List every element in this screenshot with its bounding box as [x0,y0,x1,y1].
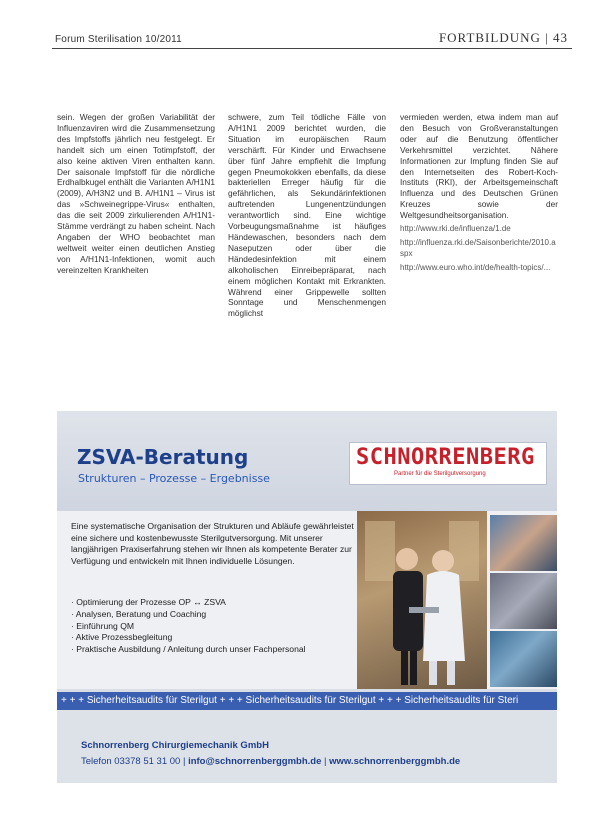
company-logo [349,442,547,485]
service-item: · Aktive Prozessbegleitung [71,632,173,643]
article-column-1 [57,112,215,278]
service-item: · Praktische Ausbildung / Anleitung durch unser Fachpersonal [71,644,306,655]
photo-consultants-illustration [357,511,487,689]
photo-consultants [357,511,487,689]
service-item: · Analysen, Beratung und Coaching [71,608,207,619]
column-text: sein. Wegen der großen Variabilität der Influenzaviren wird die Zusammensetzung des Impfstoffs jährlich neu festgelegt. Er handelt sich um einen Totimpfstoff, der also keine aktiven Viren enthalten kann. Der saisonale Impfstoff für die nördliche Erdhalbkugel enthält die Varianten A/H1N1 (2009), A/H3N2 und B. A/H1N1 – Virus ist das »Schweinegrippe-Virus« enthalten, das die seit 2009 zirkulierenden A/H1N1-Stämme verdrängt zu haben scheint. Nach Angaben der WHO beobachtet man weltweit weiter einen deutlichen Anstieg von A/H1N1-Infektionen, womit auch vereinzelten Krankheiten [57,112,215,275]
photo-staff [490,515,557,571]
contact-line [81,756,460,767]
logo-tagline: Partner für die Sterilgutversorgung [394,471,486,477]
photo-instruments [490,573,557,629]
header-separator: | [545,30,553,45]
advertisement [57,411,557,783]
ad-intro-text: Eine systematische Organisation der Strukturen und Abläufe gewährleistet eine sichere und kostenbewusste Sterilgutversorgung. Mit unserer langjährigen Praxiserfahrung stehen wir Ihnen als kompetente Berater zur Verfügung und entwickeln mit Ihnen individuelle Lösungen. [71,521,354,566]
photo-surgery [490,631,557,687]
contact-separator: | [182,756,189,767]
reference-link[interactable]: http://www.rki.de/influenza/1.de [400,224,511,234]
service-item: · Optimierung der Prozesse OP ↔ ZSVA [71,597,226,607]
logo-wordmark: SCHNORRENBERG [356,445,535,470]
header-rule [52,48,572,49]
page-number: 43 [553,30,568,45]
article-column-3 [400,112,558,274]
ad-footer [57,710,557,783]
ad-header [57,411,557,511]
ad-title: ZSVA-Beratung [77,445,249,469]
service-item: · Einführung QM [71,620,135,631]
section-title: FORTBILDUNG [438,30,541,45]
column-text: schwere, zum Teil tödliche Fälle von A/H1N1 2009 berichtet wurden, die Situation im europäischen Raum verschärft. Für Kinder und Erwachsene über fünf Jahre empfiehlt die Impfung gegen Pneumokokken ebenfalls, da diese bakteriellen Erreger häufig für die gefährlichen, als Sekundärinfektionen auftretenden Lungenentzündungen verantwortlich sind. Eine wichtige Vorbeugungsmaßnahme ist häufiges Händewaschen, besonders nach dem Naseputzen oder über die Händedesinfektion mit einem alkoholischen Einreibepräparat, nach einem möglichen Kontakt mit Erkrankten. Während einer Grippewelle sollten Sonntage und Menschenmengen möglichst [228,112,386,319]
phone-number: Telefon 03378 51 31 00 [81,756,181,767]
reference-link[interactable]: http://influenza.rki.de/Saisonberichte/2010.aspx [400,237,556,258]
running-header-right [439,30,568,46]
website-link[interactable]: www.schnorrenberggmbh.de [329,756,461,767]
article-column-2 [228,112,386,321]
company-name: Schnorrenberg Chirurgiemechanik GmbH [81,740,269,751]
running-header-left: Forum Sterilisation 10/2011 [55,34,182,45]
email-link[interactable]: info@schnorrenberggmbh.de [188,756,322,767]
service-list [71,597,306,656]
reference-link[interactable]: http://www.euro.who.int/de/health-topics/... [400,262,551,272]
column-text: vermieden werden, etwa indem man auf den Besuch von Großveranstaltungen oder auf die Benutzung öffentlicher Verkehrsmittel verzichtet. Nähere Informationen zur Impfung finden Sie auf den Internetseiten des Robert-Koch-Instituts (RKI), der Arbeitsgemeinschaft Influenza und des Deutschen Grünen Kreuzes sowie der Weltgesundheitsorganisation. [400,112,558,221]
contact-separator: | [324,756,330,767]
ad-subtitle: Strukturen – Prozesse – Ergebnisse [78,472,270,485]
ad-body [57,511,557,689]
ad-ticker-banner: + + + Sicherheitsaudits für Sterilgut + + + Sicherheitsaudits für Sterilgut + + + Sicherheitsaudits für Steri [57,692,557,710]
